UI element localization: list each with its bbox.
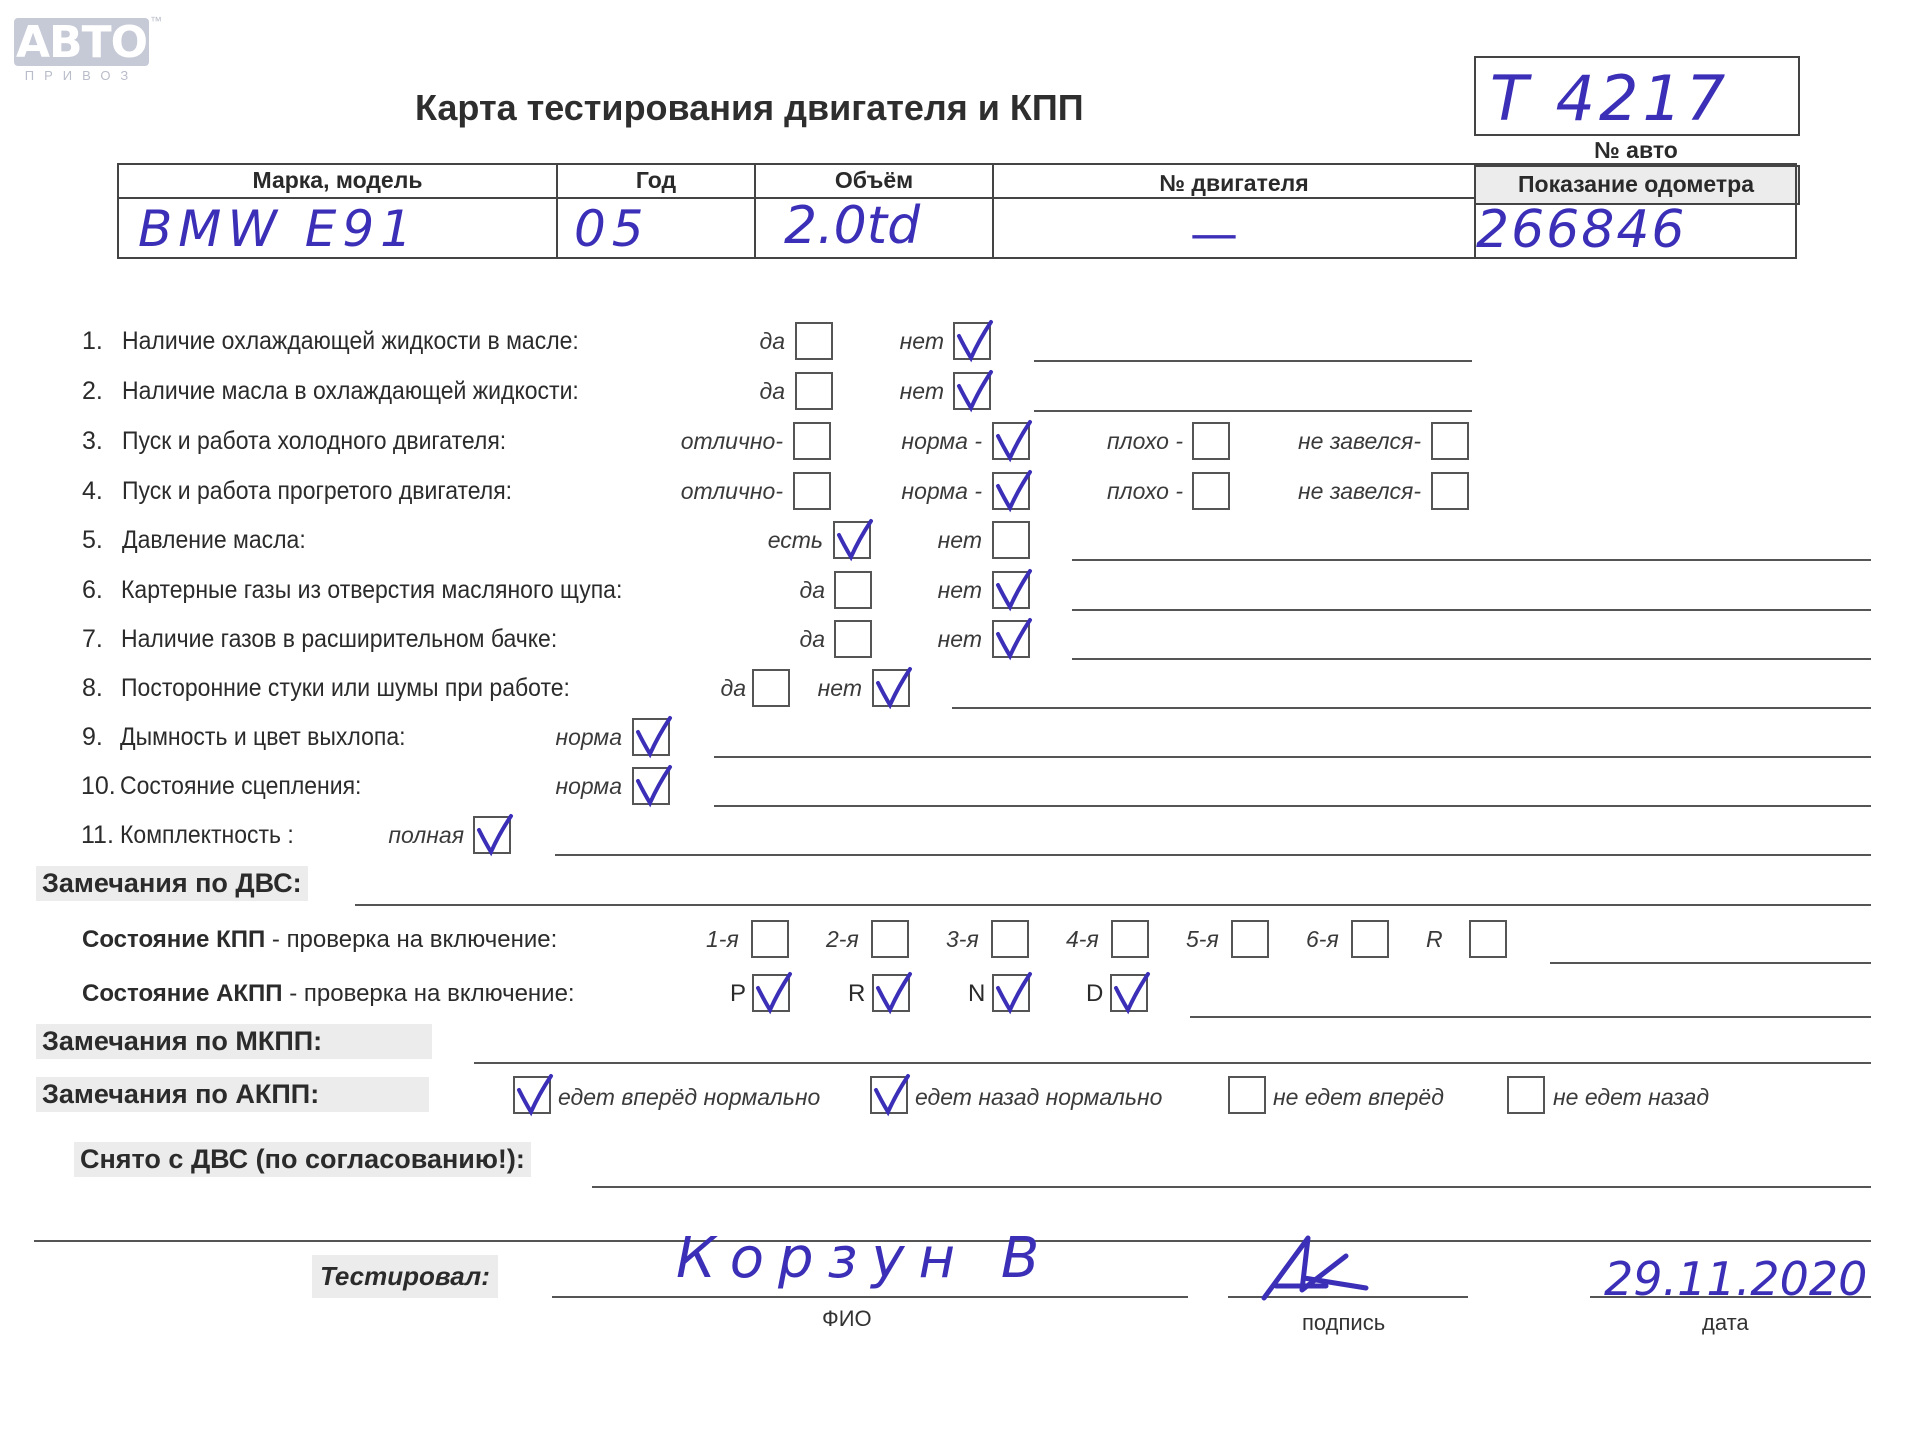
answer-line xyxy=(1072,658,1871,660)
item-number: 7. xyxy=(82,625,103,653)
check-mark-icon xyxy=(992,970,1034,1016)
gear-checkbox[interactable] xyxy=(1111,920,1149,958)
option-label: норма - xyxy=(901,478,982,504)
removed-line xyxy=(592,1186,1871,1188)
option-checkbox[interactable] xyxy=(834,571,872,609)
item-label: Картерные газы из отверстия масляного щупа: xyxy=(121,576,623,604)
option-label: да xyxy=(759,328,785,354)
engine-number-label: № двигателя xyxy=(1159,170,1309,196)
gear-checkbox[interactable] xyxy=(1469,920,1507,958)
check-mark-icon xyxy=(473,812,515,858)
option-checkbox[interactable] xyxy=(473,816,511,854)
item-label: Состояние сцепления: xyxy=(120,772,362,800)
option-label: не завелся- xyxy=(1297,478,1421,504)
item-number: 5. xyxy=(82,526,103,554)
year-label: Год xyxy=(635,167,677,193)
option-checkbox[interactable] xyxy=(1431,422,1469,460)
item-label: Дымность и цвет выхлопа: xyxy=(120,723,406,751)
akpp-line xyxy=(1190,1016,1871,1018)
gear-label: P xyxy=(730,980,747,1007)
answer-line xyxy=(714,756,1871,758)
option-checkbox[interactable] xyxy=(992,521,1030,559)
item-label: Комплектность : xyxy=(120,821,294,849)
kpp-line xyxy=(1550,962,1871,964)
option-label: плохо - xyxy=(1107,478,1183,504)
volume-label: Объём xyxy=(834,167,914,193)
remarks-mkpp-line xyxy=(474,1062,1871,1064)
brand-value: BMW E91 xyxy=(138,200,418,258)
remarks-mkpp-label: Замечания по МКПП: xyxy=(36,1024,432,1059)
date-caption: дата xyxy=(1702,1310,1749,1335)
option-label: полная xyxy=(388,822,464,848)
option-label: отлично- xyxy=(680,478,783,504)
akpp-label-rest: - проверка на включение: xyxy=(282,980,575,1007)
removed-label: Снято с ДВС (по согласованию!): xyxy=(74,1142,531,1177)
check-mark-icon xyxy=(870,1072,912,1118)
option-checkbox[interactable] xyxy=(1431,472,1469,510)
option-checkbox[interactable] xyxy=(953,372,991,410)
option-label: норма - xyxy=(901,428,982,454)
akpp-label-bold: Состояние АКПП xyxy=(82,980,283,1007)
fio-caption: ФИО xyxy=(822,1306,872,1331)
auto-number-value: T 4217 xyxy=(1490,62,1730,135)
signature-mark xyxy=(1256,1228,1376,1308)
auto-number-label: № авто xyxy=(1594,137,1678,163)
year-value: 05 xyxy=(574,200,650,258)
remark-checkbox[interactable] xyxy=(1228,1076,1266,1114)
kpp-label-bold: Состояние КПП xyxy=(82,926,266,953)
remark-checkbox[interactable] xyxy=(1507,1076,1545,1114)
item-number: 6. xyxy=(82,576,103,604)
check-mark-icon xyxy=(872,665,914,711)
option-checkbox[interactable] xyxy=(992,620,1030,658)
answer-line xyxy=(714,805,1871,807)
item-number: 3. xyxy=(82,427,103,455)
option-label: нет xyxy=(937,577,982,603)
logo: АВТО xyxy=(15,17,147,68)
gear-checkbox[interactable] xyxy=(1231,920,1269,958)
signature-caption: подпись xyxy=(1302,1310,1386,1335)
option-label: нет xyxy=(899,378,944,404)
check-mark-icon xyxy=(992,616,1034,662)
option-checkbox[interactable] xyxy=(992,422,1030,460)
remarks-engine-line xyxy=(355,904,1871,906)
check-mark-icon xyxy=(632,714,674,760)
option-checkbox[interactable] xyxy=(834,620,872,658)
answer-line xyxy=(1034,410,1472,412)
gear-label: R xyxy=(1426,926,1443,952)
option-checkbox[interactable] xyxy=(953,322,991,360)
date-value: 29.11.2020 xyxy=(1604,1252,1868,1306)
option-checkbox[interactable] xyxy=(872,669,910,707)
gear-checkbox[interactable] xyxy=(752,974,790,1012)
kpp-label-rest: - проверка на включение: xyxy=(265,926,558,953)
item-label: Посторонние стуки или шумы при работе: xyxy=(121,674,570,702)
option-label: норма xyxy=(555,724,622,750)
option-label: нет xyxy=(817,675,862,701)
gear-label: 4-я xyxy=(1066,926,1099,952)
option-checkbox[interactable] xyxy=(632,718,670,756)
check-mark-icon xyxy=(992,468,1034,514)
brand-label: Марка, модель xyxy=(252,167,423,193)
item-number: 8. xyxy=(82,674,103,702)
gear-checkbox[interactable] xyxy=(992,974,1030,1012)
gear-label: 3-я xyxy=(946,926,979,952)
item-label: Пуск и работа холодного двигателя: xyxy=(122,427,507,455)
logo-trademark: ™ xyxy=(150,14,162,28)
check-mark-icon xyxy=(752,970,794,1016)
kpp-label xyxy=(82,926,557,954)
option-checkbox[interactable] xyxy=(992,571,1030,609)
item-label: Пуск и работа прогретого двигателя: xyxy=(122,477,513,505)
option-checkbox[interactable] xyxy=(1192,472,1230,510)
check-mark-icon xyxy=(992,418,1034,464)
answer-line xyxy=(1034,360,1472,362)
akpp-label xyxy=(82,980,575,1008)
gear-checkbox[interactable] xyxy=(751,920,789,958)
option-label: да xyxy=(720,675,746,701)
logo-subtitle: ПРИВОЗ xyxy=(24,68,139,83)
option-label: да xyxy=(799,577,825,603)
option-checkbox[interactable] xyxy=(632,767,670,805)
answer-line xyxy=(1072,559,1871,561)
item-number: 2. xyxy=(82,377,103,405)
option-checkbox[interactable] xyxy=(795,372,833,410)
remark-label: едет вперёд нормально xyxy=(558,1084,821,1110)
engine-number-value: — xyxy=(1190,206,1238,262)
option-checkbox[interactable] xyxy=(1192,422,1230,460)
answer-line xyxy=(952,707,1871,709)
option-label: нет xyxy=(937,626,982,652)
check-mark-icon xyxy=(632,763,674,809)
check-mark-icon xyxy=(872,970,914,1016)
option-label: есть xyxy=(767,527,823,553)
check-mark-icon xyxy=(1110,970,1152,1016)
gear-label: 2-я xyxy=(826,926,859,952)
option-label: плохо - xyxy=(1107,428,1183,454)
page-title: Карта тестирования двигателя и КПП xyxy=(415,87,1084,128)
check-mark-icon xyxy=(953,368,995,414)
item-number: 10. xyxy=(81,772,116,800)
option-label: отлично- xyxy=(680,428,783,454)
item-label: Наличие охлаждающей жидкости в масле: xyxy=(122,327,579,355)
remark-label: не едет вперёд xyxy=(1273,1084,1444,1110)
item-number: 9. xyxy=(82,723,103,751)
fio-value: Корзун В xyxy=(676,1226,1054,1291)
gear-label: D xyxy=(1086,980,1104,1007)
check-mark-icon xyxy=(953,318,995,364)
gear-checkbox[interactable] xyxy=(991,920,1029,958)
gear-label: 1-я xyxy=(706,926,739,952)
item-label: Давление масла: xyxy=(122,526,306,554)
answer-line xyxy=(1072,609,1871,611)
item-number: 4. xyxy=(82,477,103,505)
remark-label: едет назад нормально xyxy=(915,1084,1163,1110)
option-label: норма xyxy=(555,773,622,799)
option-checkbox[interactable] xyxy=(752,669,790,707)
item-label: Наличие масла в охлаждающей жидкости: xyxy=(122,377,579,405)
item-number: 1. xyxy=(82,327,103,355)
option-label: не завелся- xyxy=(1297,428,1421,454)
tested-by-label: Тестировал: xyxy=(312,1255,498,1298)
option-label: да xyxy=(799,626,825,652)
option-checkbox[interactable] xyxy=(795,322,833,360)
gear-label: 6-я xyxy=(1306,926,1339,952)
check-mark-icon xyxy=(992,567,1034,613)
gear-checkbox[interactable] xyxy=(872,974,910,1012)
option-checkbox[interactable] xyxy=(992,472,1030,510)
remarks-akpp-label: Замечания по АКПП: xyxy=(36,1077,429,1112)
remark-checkbox[interactable] xyxy=(870,1076,908,1114)
item-label: Наличие газов в расширительном бачке: xyxy=(121,625,558,653)
remark-checkbox[interactable] xyxy=(513,1076,551,1114)
remarks-engine-label: Замечания по ДВС: xyxy=(36,866,308,901)
remark-label: не едет назад xyxy=(1553,1084,1710,1110)
option-checkbox[interactable] xyxy=(793,422,831,460)
option-label: да xyxy=(759,378,785,404)
answer-line xyxy=(555,854,1871,856)
gear-label: N xyxy=(968,980,986,1007)
gear-label: 5-я xyxy=(1186,926,1219,952)
check-mark-icon xyxy=(513,1072,555,1118)
gear-checkbox[interactable] xyxy=(1351,920,1389,958)
gear-checkbox[interactable] xyxy=(1110,974,1148,1012)
gear-checkbox[interactable] xyxy=(871,920,909,958)
option-checkbox[interactable] xyxy=(833,521,871,559)
option-checkbox[interactable] xyxy=(793,472,831,510)
volume-value: 2.0td xyxy=(784,196,921,256)
odometer-label: Показание одометра xyxy=(1518,171,1754,197)
check-mark-icon xyxy=(833,517,875,563)
item-number: 11. xyxy=(81,821,114,849)
option-label: нет xyxy=(937,527,982,553)
odometer-value: 266846 xyxy=(1476,200,1687,260)
option-label: нет xyxy=(899,328,944,354)
gear-label: R xyxy=(848,980,866,1007)
fio-line xyxy=(552,1296,1188,1298)
